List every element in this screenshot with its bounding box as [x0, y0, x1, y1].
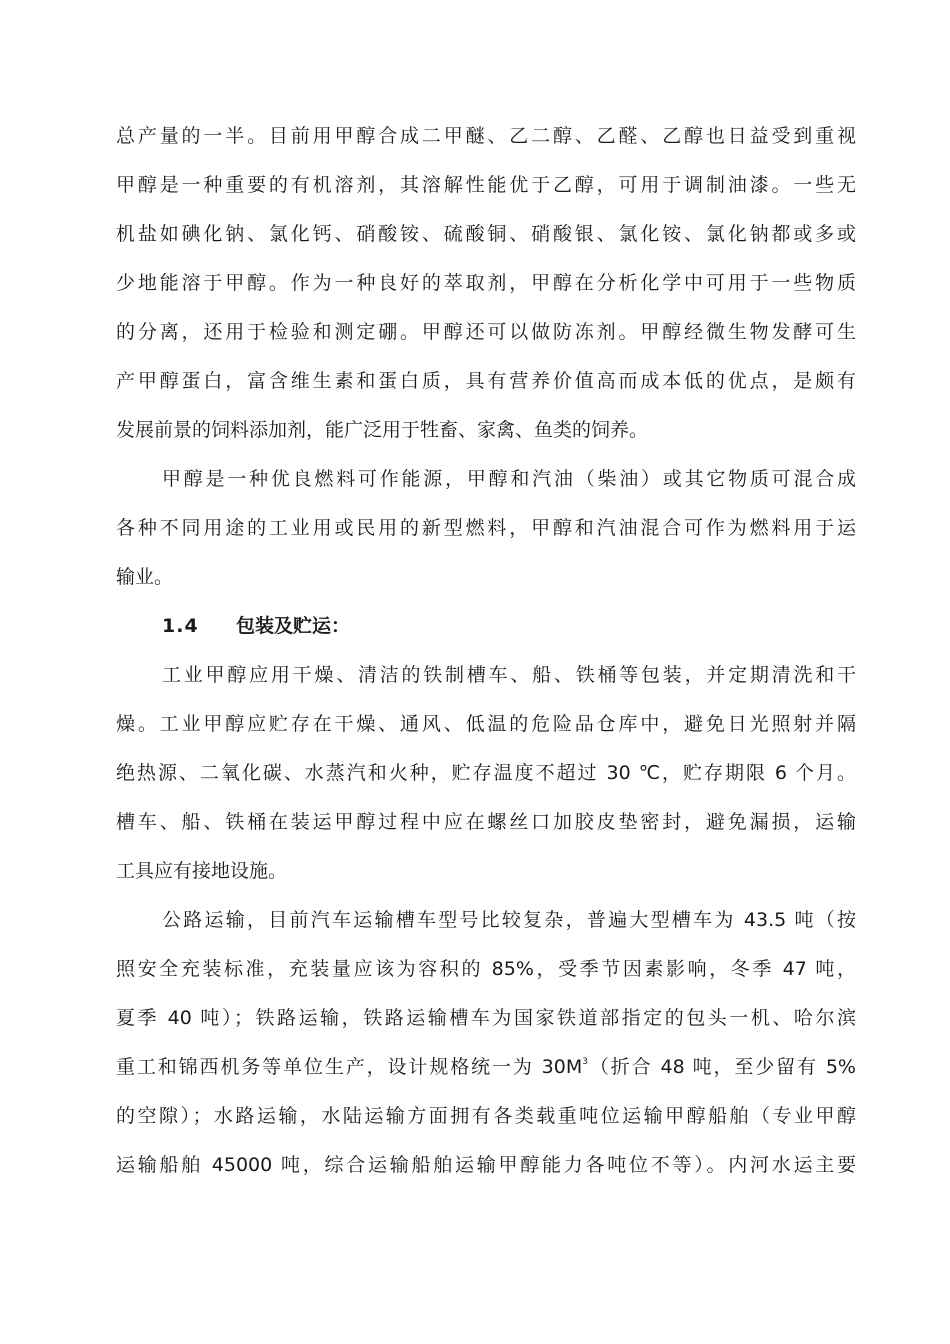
section-title: 包装及贮运： [236, 615, 351, 637]
text-line: 绝热源、二氧化碳、水蒸汽和火种，贮存温度不超过 30 ℃，贮存期限 6 个月。 [116, 762, 856, 784]
section-number: 1.4 [162, 615, 199, 637]
text-segment: 重工和锦西机务等单位生产，设计规格统一为 30M [116, 1056, 583, 1078]
text-line: 总产量的一半。目前用甲醇合成二甲醚、乙二醇、乙醛、乙醇也日益受到重视 [116, 125, 856, 147]
text-line: 槽车、船、铁桶在装运甲醇过程中应在螺丝口加胶皮垫密封，避免漏损，运输 [116, 811, 856, 833]
text-line: 运输船舶 45000 吨，综合运输船舶运输甲醇能力各吨位不等）。内河水运主要 [116, 1154, 856, 1176]
text-line: 工具应有接地设施。 [116, 860, 288, 882]
text-line: 甲醇是一种优良燃料可作能源，甲醇和汽油（柴油）或其它物质可混合成 [162, 468, 856, 490]
section-heading [116, 608, 856, 657]
text-line: 输业。 [116, 566, 174, 588]
text-line: 燥。工业甲醇应贮存在干燥、通风、低温的危险品仓库中，避免日光照射并隔 [116, 713, 856, 735]
text-line: 产甲醇蛋白，富含维生素和蛋白质，具有营养价值高而成本低的优点，是颇有 [116, 370, 856, 392]
text-line: 公路运输，目前汽车运输槽车型号比较复杂，普遍大型槽车为 43.5 吨（按 [162, 909, 856, 931]
text-line: 的空隙）；水路运输，水陆运输方面拥有各类载重吨位运输甲醇船舶（专业甲醇 [116, 1105, 856, 1127]
text-line [116, 1049, 856, 1098]
text-line: 发展前景的饲料添加剂，能广泛用于牲畜、家禽、鱼类的饲养。 [116, 419, 649, 441]
text-line: 甲醇是一种重要的有机溶剂，其溶解性能优于乙醇，可用于调制油漆。一些无 [116, 174, 856, 196]
superscript-exponent: 3 [582, 1057, 588, 1067]
text-line: 工业甲醇应用干燥、清洁的铁制槽车、船、铁桶等包装，并定期清洗和干 [162, 664, 856, 686]
text-line: 各种不同用途的工业用或民用的新型燃料，甲醇和汽油混合可作为燃料用于运 [116, 517, 856, 539]
text-line: 少地能溶于甲醇。作为一种良好的萃取剂，甲醇在分析化学中可用于一些物质 [116, 272, 856, 294]
text-segment: （折合 48 吨，至少留有 5% [588, 1056, 856, 1078]
text-line: 照安全充装标准，充装量应该为容积的 85%，受季节因素影响，冬季 47 吨， [116, 958, 856, 980]
document-page [116, 118, 856, 1196]
text-line: 的分离，还用于检验和测定硼。甲醇还可以做防冻剂。甲醇经微生物发酵可生 [116, 321, 856, 343]
text-line: 夏季 40 吨）；铁路运输，铁路运输槽车为国家铁道部指定的包头一机、哈尔滨 [116, 1007, 856, 1029]
text-line: 机盐如碘化钠、氯化钙、硝酸铵、硫酸铜、硝酸银、氯化铵、氯化钠都或多或 [116, 223, 856, 245]
